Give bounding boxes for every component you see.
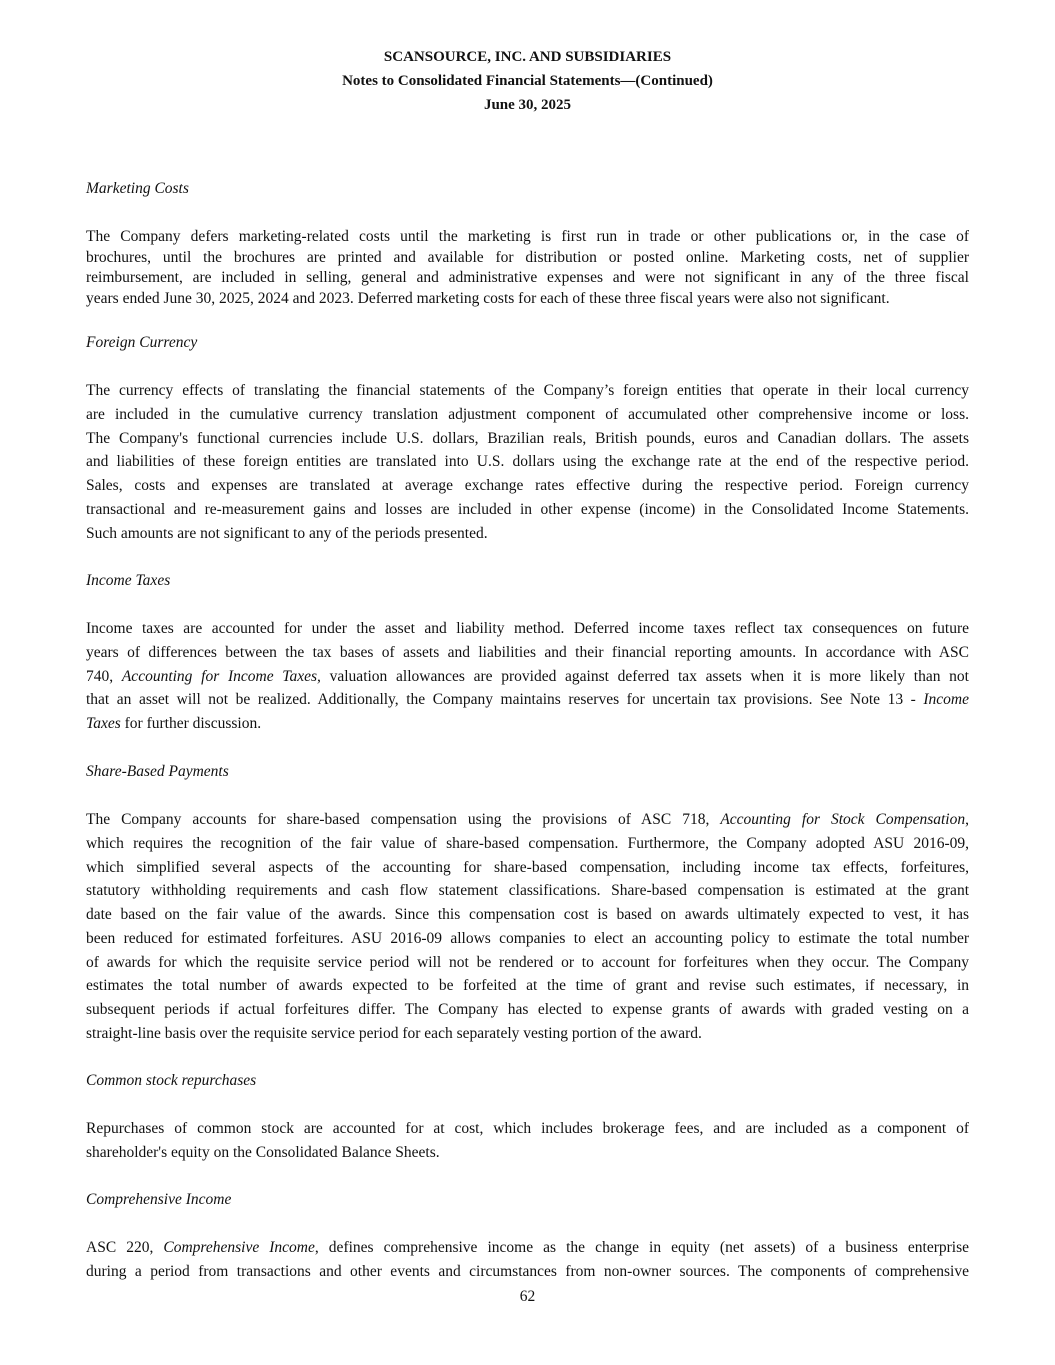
text-run: during a period from transactions and other events and circumstances from non-owner sources. The components of comprehensive (86, 1262, 969, 1280)
paragraph-common-stock-repurchases (86, 1117, 969, 1165)
text-run: that an asset will not be realized. Additionally, the Company maintains reserves for uncertain tax provisions. See Note 13 - (86, 691, 924, 709)
paragraph-foreign-currency (86, 379, 969, 545)
text-line (86, 712, 969, 736)
text-run: valuation allowances are provided against deferred tax assets when it is more likely than not (320, 667, 969, 685)
text-line (86, 856, 969, 880)
text-run: ASC 220, (86, 1239, 164, 1256)
text-run: estimates the total number of awards expected to be forfeited at the time of grant and revise such estimates, if necessary, in (86, 977, 969, 995)
text-line (86, 808, 969, 832)
text-line (86, 498, 969, 522)
text-line (86, 522, 969, 546)
text-run: The Company accounts for share-based compensation using the provisions of ASC 718, (86, 811, 721, 828)
text-run: reimbursement, are included in selling, general and administrative expenses and were not significant in any of the three fiscal (86, 269, 969, 287)
text-run: 740, (86, 667, 122, 685)
text-run: The Company's functional currencies include U.S. dollars, Brazilian reals, British pounds, euros and Canadian dollars. The assets (86, 429, 969, 447)
italic-text-run: Taxes (86, 715, 121, 732)
text-run: Sales, costs and expenses are translated at average exchange rates effective during the respective period. Foreign currency (86, 477, 969, 494)
text-line (86, 951, 969, 975)
text-run: are included in the cumulative currency translation adjustment component of accumulated other comprehensive income or loss. (86, 405, 969, 423)
italic-text-run: Comprehensive Income (163, 1239, 315, 1256)
company-name: SCANSOURCE, INC. AND SUBSIDIARIES (383, 49, 672, 65)
text-line (86, 227, 969, 248)
text-line (86, 1117, 969, 1141)
text-line (86, 427, 969, 451)
heading-marketing-costs: Marketing Costs (86, 180, 189, 197)
text-run: for further discussion. (120, 715, 262, 732)
text-run: and liabilities of these foreign entities are translated into U.S. dollars using the exchange rate at the end of the respective period. (86, 453, 969, 471)
text-run: straight-line basis over the requisite service period for each separately vesting portion of the award. (86, 1024, 702, 1042)
text-line (86, 832, 969, 856)
text-line (86, 879, 969, 903)
statement-date: June 30, 2025 (483, 97, 572, 113)
text-line (86, 474, 969, 498)
text-run: date based on the fair value of the awards. Since this compensation cost is based on awards ultimately expected to vest, it has (86, 906, 969, 923)
text-line (86, 927, 969, 951)
text-line (86, 289, 969, 310)
text-run: subsequent periods if actual forfeitures differ. The Company has elected to expense grants of awards with graded vesting on a (86, 1001, 969, 1018)
paragraph-income-taxes (86, 617, 969, 736)
text-line (86, 998, 969, 1022)
page-number: 62 (519, 1288, 536, 1305)
text-line (86, 1236, 969, 1260)
paragraph-share-based-payments (86, 808, 969, 1046)
text-line (86, 268, 969, 289)
heading-comprehensive-income: Comprehensive Income (86, 1191, 232, 1208)
text-run: , defines comprehensive income as the change in equity (net assets) of a business enterprise (314, 1239, 969, 1256)
text-run: Repurchases of common stock are accounted for at cost, which includes brokerage fees, and are included as a component of (86, 1120, 969, 1137)
text-line (86, 688, 969, 712)
text-run: years of differences between the tax bases of assets and liabilities and their financial reporting amounts. In accordance with ASC (86, 643, 969, 661)
paragraph-comprehensive-income (86, 1236, 969, 1284)
italic-text-run: Income (923, 691, 969, 709)
text-run: transactional and re-measurement gains and losses are included in other expense (income) in the Consolidated Income Statements. (86, 500, 969, 518)
text-run: been reduced for estimated forfeitures. ASU 2016-09 allows companies to elect an accounting policy to estimate the total number (86, 929, 969, 947)
text-run: which requires the recognition of the fair value of share-based compensation. Furthermore, the Company adopted ASU 2016-09, (86, 834, 969, 852)
text-run: brochures, until the brochures are printed and available for distribution or posted online. Marketing costs, net of supplier (86, 248, 969, 266)
text-run: statutory withholding requirements and cash flow statement classifications. Share-based compensation is estimated at the grant (86, 882, 969, 900)
text-line (86, 974, 969, 998)
text-line (86, 1141, 969, 1165)
heading-common-stock-repurchases: Common stock repurchases (86, 1072, 257, 1089)
italic-text-run: Accounting for Stock Compensation (720, 811, 966, 828)
text-run: years ended June 30, 2025, 2024 and 2023. Deferred marketing costs for each of these three fiscal years were also not significant. (86, 290, 890, 308)
text-line (86, 379, 969, 403)
italic-text-run: Accounting for Income Taxes, (121, 667, 321, 685)
text-run: The Company defers marketing-related costs until the marketing is first run in trade or other publications or, in the case of (86, 228, 969, 245)
document-subtitle: Notes to Consolidated Financial Statements—(Continued) (342, 73, 713, 89)
heading-foreign-currency: Foreign Currency (86, 334, 198, 351)
text-line (86, 1022, 969, 1046)
text-run: which simplified several aspects of the accounting for share-based compensation, including income tax effects, forfeitures, (86, 858, 969, 876)
heading-income-taxes: Income Taxes (86, 572, 171, 589)
paragraph-marketing-costs (86, 227, 969, 310)
text-line (86, 450, 969, 474)
text-line (86, 665, 969, 689)
text-run: shareholder's equity on the Consolidated Balance Sheets. (86, 1143, 440, 1161)
text-line (86, 1260, 969, 1284)
text-line (86, 403, 969, 427)
text-run: , (965, 811, 969, 828)
text-run: Such amounts are not significant to any of the periods presented. (86, 524, 488, 542)
text-line (86, 617, 969, 641)
text-line (86, 903, 969, 927)
heading-share-based-payments: Share-Based Payments (86, 763, 229, 780)
text-run: of awards for which the requisite service period will not be rendered or to account for forfeitures when they occur. The Company (86, 953, 969, 971)
text-run: The currency effects of translating the financial statements of the Company’s foreign entities that operate in their local currency (86, 382, 969, 399)
text-run: Income taxes are accounted for under the asset and liability method. Deferred income taxes reflect tax consequences on future (86, 620, 969, 637)
text-line (86, 248, 969, 269)
text-line (86, 641, 969, 665)
